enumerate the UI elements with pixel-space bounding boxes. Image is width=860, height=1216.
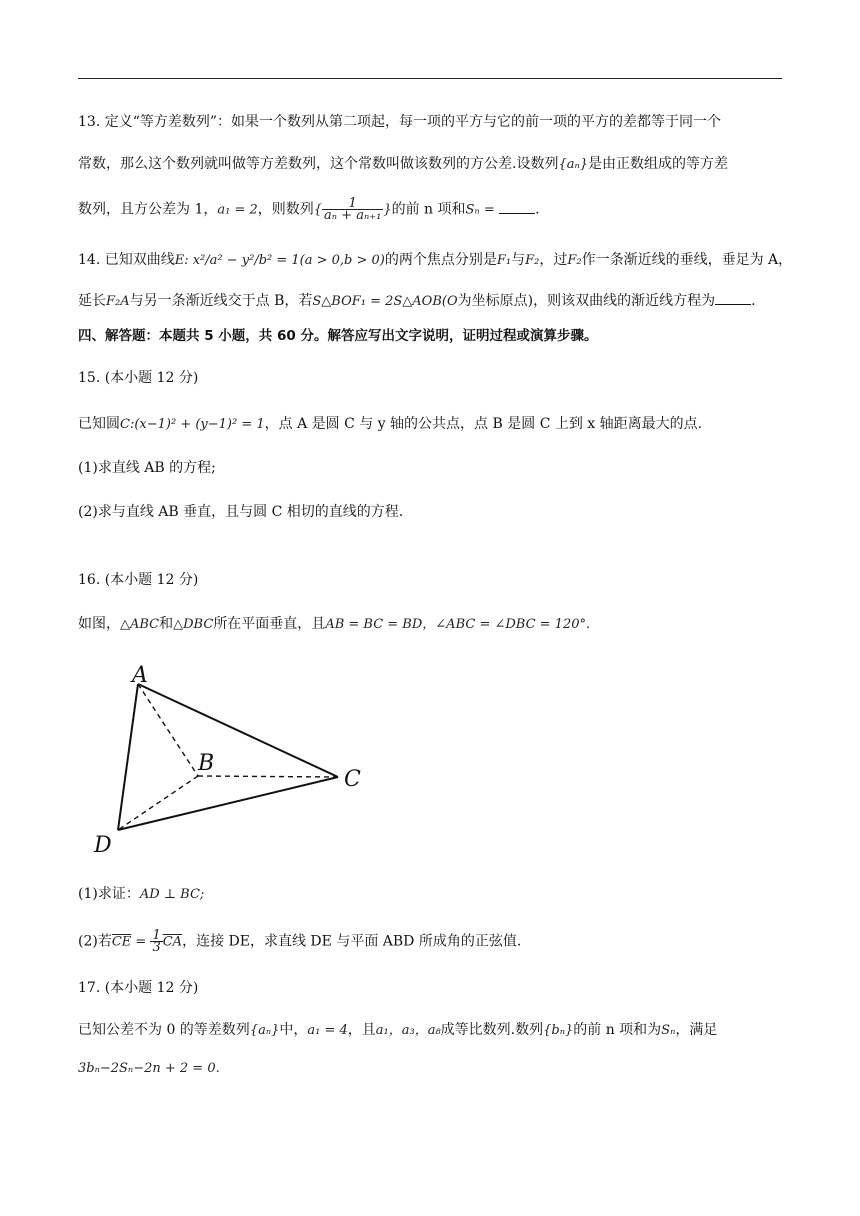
q14-line1: 14. 已知双曲线E: x²/a² − y²/b² = 1(a > 0,b > 0)的两个焦点分别是F₁与F₂，过F₂作一条渐近线的垂线，垂足为 A，: [78, 252, 793, 268]
q14-line2: 延长F₂A与另一条渐近线交于点 B，若S△BOF₁ = 2S△AOB(O为坐标原点)，则该双曲线的渐近线方程为 .: [78, 290, 756, 312]
q16-part1: (1)求证：AD ⊥ BC;: [78, 886, 205, 902]
q15-part1: (1)求直线 AB 的方程;: [78, 460, 216, 476]
q17-heading: 17. (本小题 12 分): [78, 980, 199, 996]
q17-line1: 已知公差不为 0 的等差数列{aₙ}中，a₁ = 4，且a₁，a₃，a₈成等比数列.数列{bₙ}的前 n 项和为Sₙ，满足: [78, 1022, 718, 1038]
q15-stem: 已知圆C:(x−1)² + (y−1)² = 1，点 A 是圆 C 与 y 轴的公共点，点 B 是圆 C 上到 x 轴距离最大的点.: [78, 416, 703, 432]
vertex-label-C: C: [344, 767, 361, 792]
edge-AD: [118, 684, 138, 830]
vertex-label-B: B: [198, 751, 215, 776]
sequence-fraction: $\frac{1}{\text{aₙ + aₙ₊₁}}$: [324, 196, 382, 223]
q13-line2: 常数，那么这个数列就叫做等方差数列，这个常数叫做该数列的方公差.设数列{aₙ}是由正数组成的等方差: [78, 156, 729, 172]
header-rule: [78, 78, 782, 79]
q15-heading: 15. (本小题 12 分): [78, 370, 199, 386]
tetrahedron-figure: [84, 662, 384, 862]
q17-line2: 3bₙ−2Sₙ−2n + 2 = 0.: [78, 1061, 220, 1076]
vertex-label-D: D: [94, 833, 112, 858]
q16-heading: 16. (本小题 12 分): [78, 572, 199, 588]
answer-blank-13: [499, 199, 535, 214]
q16-stem: 如图，△ABC和△DBC所在平面垂直，且AB = BC = BD，∠ABC = ∠DBC = 120°.: [78, 616, 591, 632]
edge-DC: [118, 777, 338, 830]
edge-BD-hidden: [118, 776, 198, 830]
one-third-fraction: $\frac{1}{3}$: [152, 928, 161, 955]
vertex-label-A: A: [132, 663, 148, 688]
q13-line3: 数列，且方公差为 1，a₁ = 2，则数列{ $\frac{1}{\text{aₙ + aₙ₊₁}}$ }的前 n 项和Sₙ = .: [78, 196, 540, 223]
sequence-a-math: {aₙ}: [558, 157, 589, 172]
edge-BC-hidden: [198, 776, 338, 777]
answer-blank-14: [715, 290, 751, 305]
section-heading: 四、解答题：本题共 5 小题，共 60 分。解答应写出文字说明，证明过程或演算步骤。: [78, 328, 598, 344]
q16-part2: (2)若$\overline{CE}$ = $\frac{1}{3}$ $\overline{CA}$，连接 DE，求直线 DE 与平面 ABD 所成角的正弦值.: [78, 928, 522, 955]
q13-line1: 13. 定义“等方差数列”：如果一个数列从第二项起，每一项的平方与它的前一项的平方的差都等于同一个: [78, 114, 722, 130]
q15-part2: (2)求与直线 AB 垂直，且与圆 C 相切的直线的方程.: [78, 504, 404, 520]
